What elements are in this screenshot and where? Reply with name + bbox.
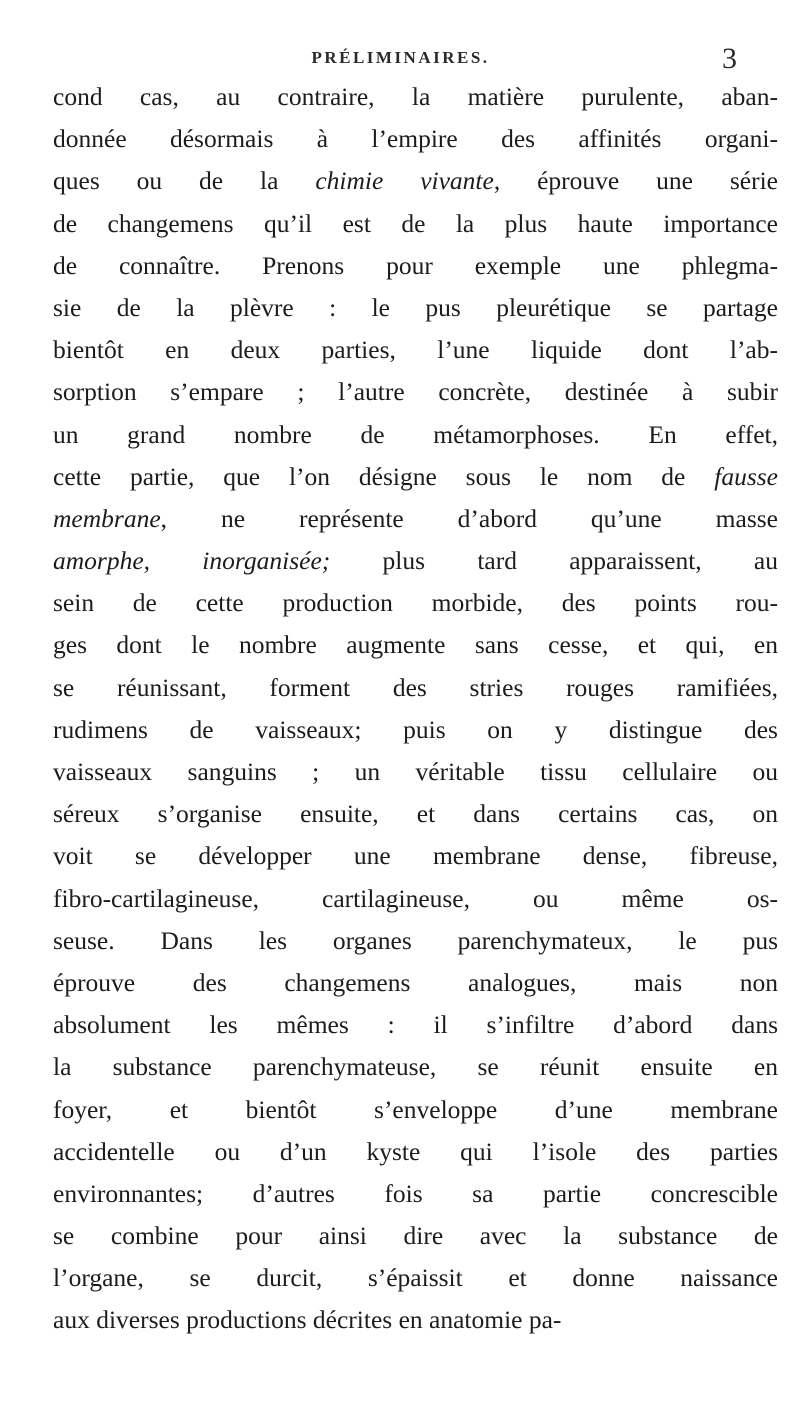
text-line <box>53 1046 778 1088</box>
text-line <box>53 793 778 835</box>
text-line <box>53 1215 778 1257</box>
text-line <box>53 1004 778 1046</box>
text-line <box>53 118 778 160</box>
text-run: de connaître. Prenons pour exemple une phlegma- <box>53 250 778 280</box>
text-run: accidentelle ou d’un kyste qui l’isole des parties <box>53 1136 778 1166</box>
text-line <box>53 1131 778 1173</box>
text-run: rudimens de vaisseaux; puis on y distingue des <box>53 714 778 744</box>
text-run: donnée désormais à l’empire des affinités organi- <box>53 124 778 154</box>
italic-text: fausse <box>714 461 778 491</box>
text-run: environnantes; d’autres fois sa partie concrescible <box>53 1178 778 1208</box>
text-run: de changemens qu’il est de la plus haute importance <box>53 208 778 238</box>
text-run: se réunissant, forment des stries rouges ramifiées, <box>53 672 778 702</box>
text-run: ques ou de la <box>53 166 316 196</box>
text-run: ges dont le nombre augmente sans cesse, et qui, en <box>53 630 778 660</box>
text-run: voit se développer une membrane dense, fibreuse, <box>53 841 778 871</box>
text-run: cette partie, que l’on désigne sous le nom de <box>53 461 715 491</box>
italic-text: membrane <box>53 503 161 533</box>
text-line <box>53 709 778 751</box>
italic-text: amorphe, inorganisée; <box>53 546 331 576</box>
text-run: plus tard apparaissent, au <box>330 546 778 576</box>
text-line <box>53 1299 778 1341</box>
text-line <box>53 751 778 793</box>
text-line <box>53 624 778 666</box>
italic-text: chimie vivante <box>315 166 494 196</box>
text-line <box>53 287 778 329</box>
text-line <box>53 203 778 245</box>
text-run: un grand nombre de métamorphoses. En effet, <box>53 419 778 449</box>
text-run: éprouve des changemens analogues, mais non <box>53 967 778 997</box>
text-line <box>53 962 778 1004</box>
text-line <box>53 160 778 202</box>
text-line <box>53 835 778 877</box>
text-run: sorption s’empare ; l’autre concrète, destinée à subir <box>53 377 778 407</box>
page-number: 3 <box>722 42 737 75</box>
text-run: vaisseaux sanguins ; un véritable tissu cellulaire ou <box>53 757 778 786</box>
text-line <box>53 1173 778 1215</box>
text-run: fibro-cartilagineuse, cartilagineuse, ou même os- <box>53 883 778 913</box>
text-run: sie de la plèvre : le pus pleurétique se partage <box>53 292 778 322</box>
text-run: aux diverses productions décrites en anatomie pa- <box>53 1305 562 1335</box>
text-line <box>53 498 778 540</box>
text-run: , éprouve une série <box>493 166 778 196</box>
text-run: se combine pour ainsi dire avec la substance de <box>53 1221 778 1251</box>
text-line <box>53 456 778 498</box>
running-title: PRÉLIMINAIRES. <box>311 48 490 67</box>
text-line <box>53 371 778 413</box>
text-run: , ne représente d’abord qu’une masse <box>160 503 778 533</box>
text-line <box>53 667 778 709</box>
text-run: l’organe, se durcit, s’épaissit et donne naissance <box>53 1263 778 1293</box>
text-run: bientôt en deux parties, l’une liquide dont l’ab- <box>53 335 778 365</box>
body-text <box>53 76 778 1342</box>
text-line <box>53 76 778 118</box>
text-line <box>53 920 778 962</box>
text-run: absolument les mêmes : il s’infiltre d’abord dans <box>53 1010 778 1040</box>
text-run: la substance parenchymateuse, se réunit ensuite en <box>53 1052 778 1082</box>
text-line <box>53 1089 778 1131</box>
text-line <box>53 245 778 287</box>
text-line <box>53 582 778 624</box>
text-run: cond cas, au contraire, la matière purulente, aban- <box>53 82 778 111</box>
text-line <box>53 414 778 456</box>
text-line <box>53 540 778 582</box>
text-run: foyer, et bientôt s’enveloppe d’une membrane <box>53 1094 778 1124</box>
text-run: seuse. Dans les organes parenchymateux, le pus <box>53 925 778 955</box>
text-line <box>53 878 778 920</box>
text-line <box>53 1257 778 1299</box>
text-line <box>53 329 778 371</box>
text-run: sein de cette production morbide, des points rou- <box>53 588 778 618</box>
text-run: séreux s’organise ensuite, et dans certains cas, on <box>53 799 778 829</box>
